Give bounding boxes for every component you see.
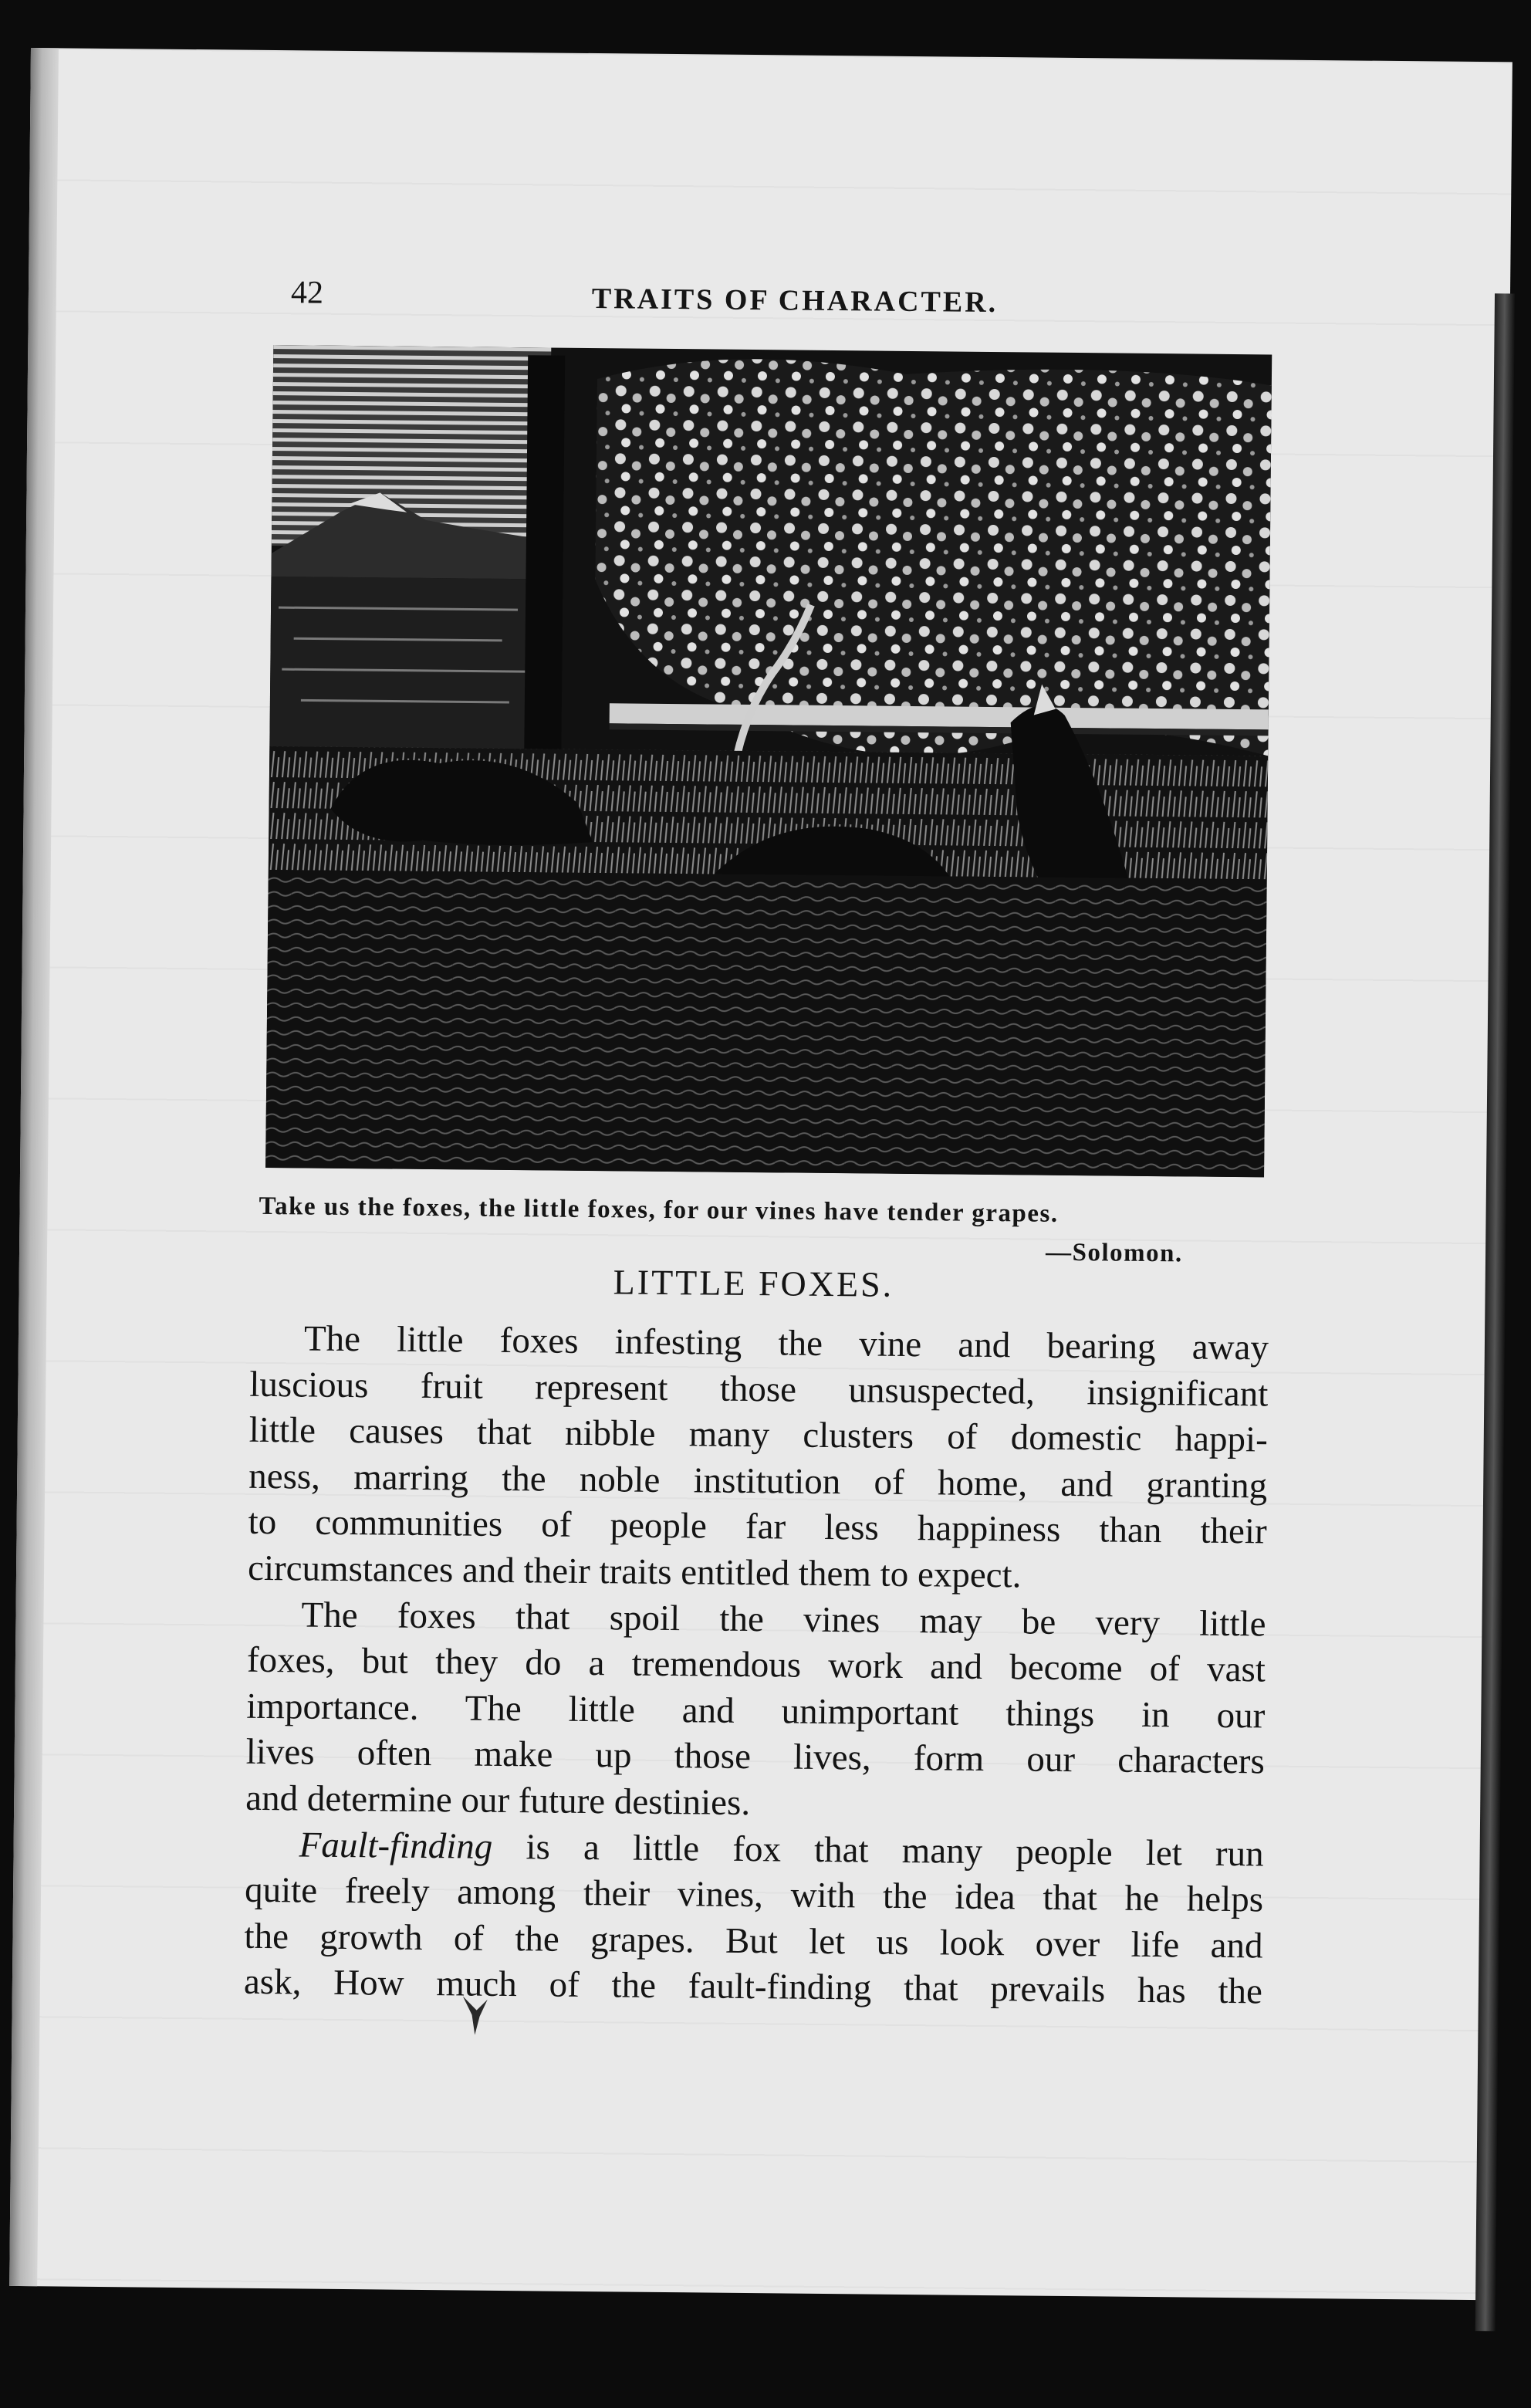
body-line: The little foxes infesting the vine and bearing away <box>303 1318 1269 1368</box>
body-line: the growth of the grapes. But let us look over life and <box>244 1916 1263 1967</box>
body-line-rest: is a little fox that many people let run <box>526 1826 1264 1874</box>
running-head: TRAITS OF CHARACTER. <box>591 282 999 320</box>
fox-vine-engraving <box>265 345 1272 1177</box>
section-title: LITTLE FOXES. <box>613 1262 894 1304</box>
page-number: 42 <box>290 275 324 311</box>
body-line: little causes that nibble many clusters of domestic happi- <box>248 1409 1269 1460</box>
body-line: ask, How much of the fault-finding that prevails has the <box>243 1962 1263 2012</box>
body-line: ness, marring the noble institution of home, and granting <box>248 1456 1268 1507</box>
body-line: The foxes that spoil the vines may be very little <box>301 1595 1266 1645</box>
body-text <box>244 1316 1269 2016</box>
body-line: circumstances and their traits entitled them to expect. <box>247 1547 1022 1596</box>
body-line: and determine our future destinies. <box>245 1777 751 1823</box>
ink-blot-mark <box>456 1993 492 2038</box>
body-line: foxes, but they do a tremendous work and become of vast <box>246 1639 1266 1690</box>
body-line: lives often make up those lives, form our characters <box>245 1732 1266 1782</box>
page-gutter-edge <box>9 48 59 2286</box>
body-line: importance. The little and unimportant things in our <box>246 1686 1266 1737</box>
book-page <box>9 48 1512 2300</box>
illustration-caption: Take us the foxes, the little foxes, for our vines have tender grapes. <box>259 1192 1059 1228</box>
body-line: quite freely among their vines, with the idea that he helps <box>244 1869 1264 1920</box>
caption-attribution: —Solomon. <box>1045 1238 1183 1268</box>
body-line: luscious fruit represent those unsuspected, insignificant <box>249 1364 1269 1415</box>
page-header <box>291 274 1295 337</box>
body-line: to communities of people far less happiness than their <box>248 1502 1267 1552</box>
emphasized-term: Fault-finding <box>299 1824 493 1867</box>
binding-strip <box>1475 293 1515 2331</box>
